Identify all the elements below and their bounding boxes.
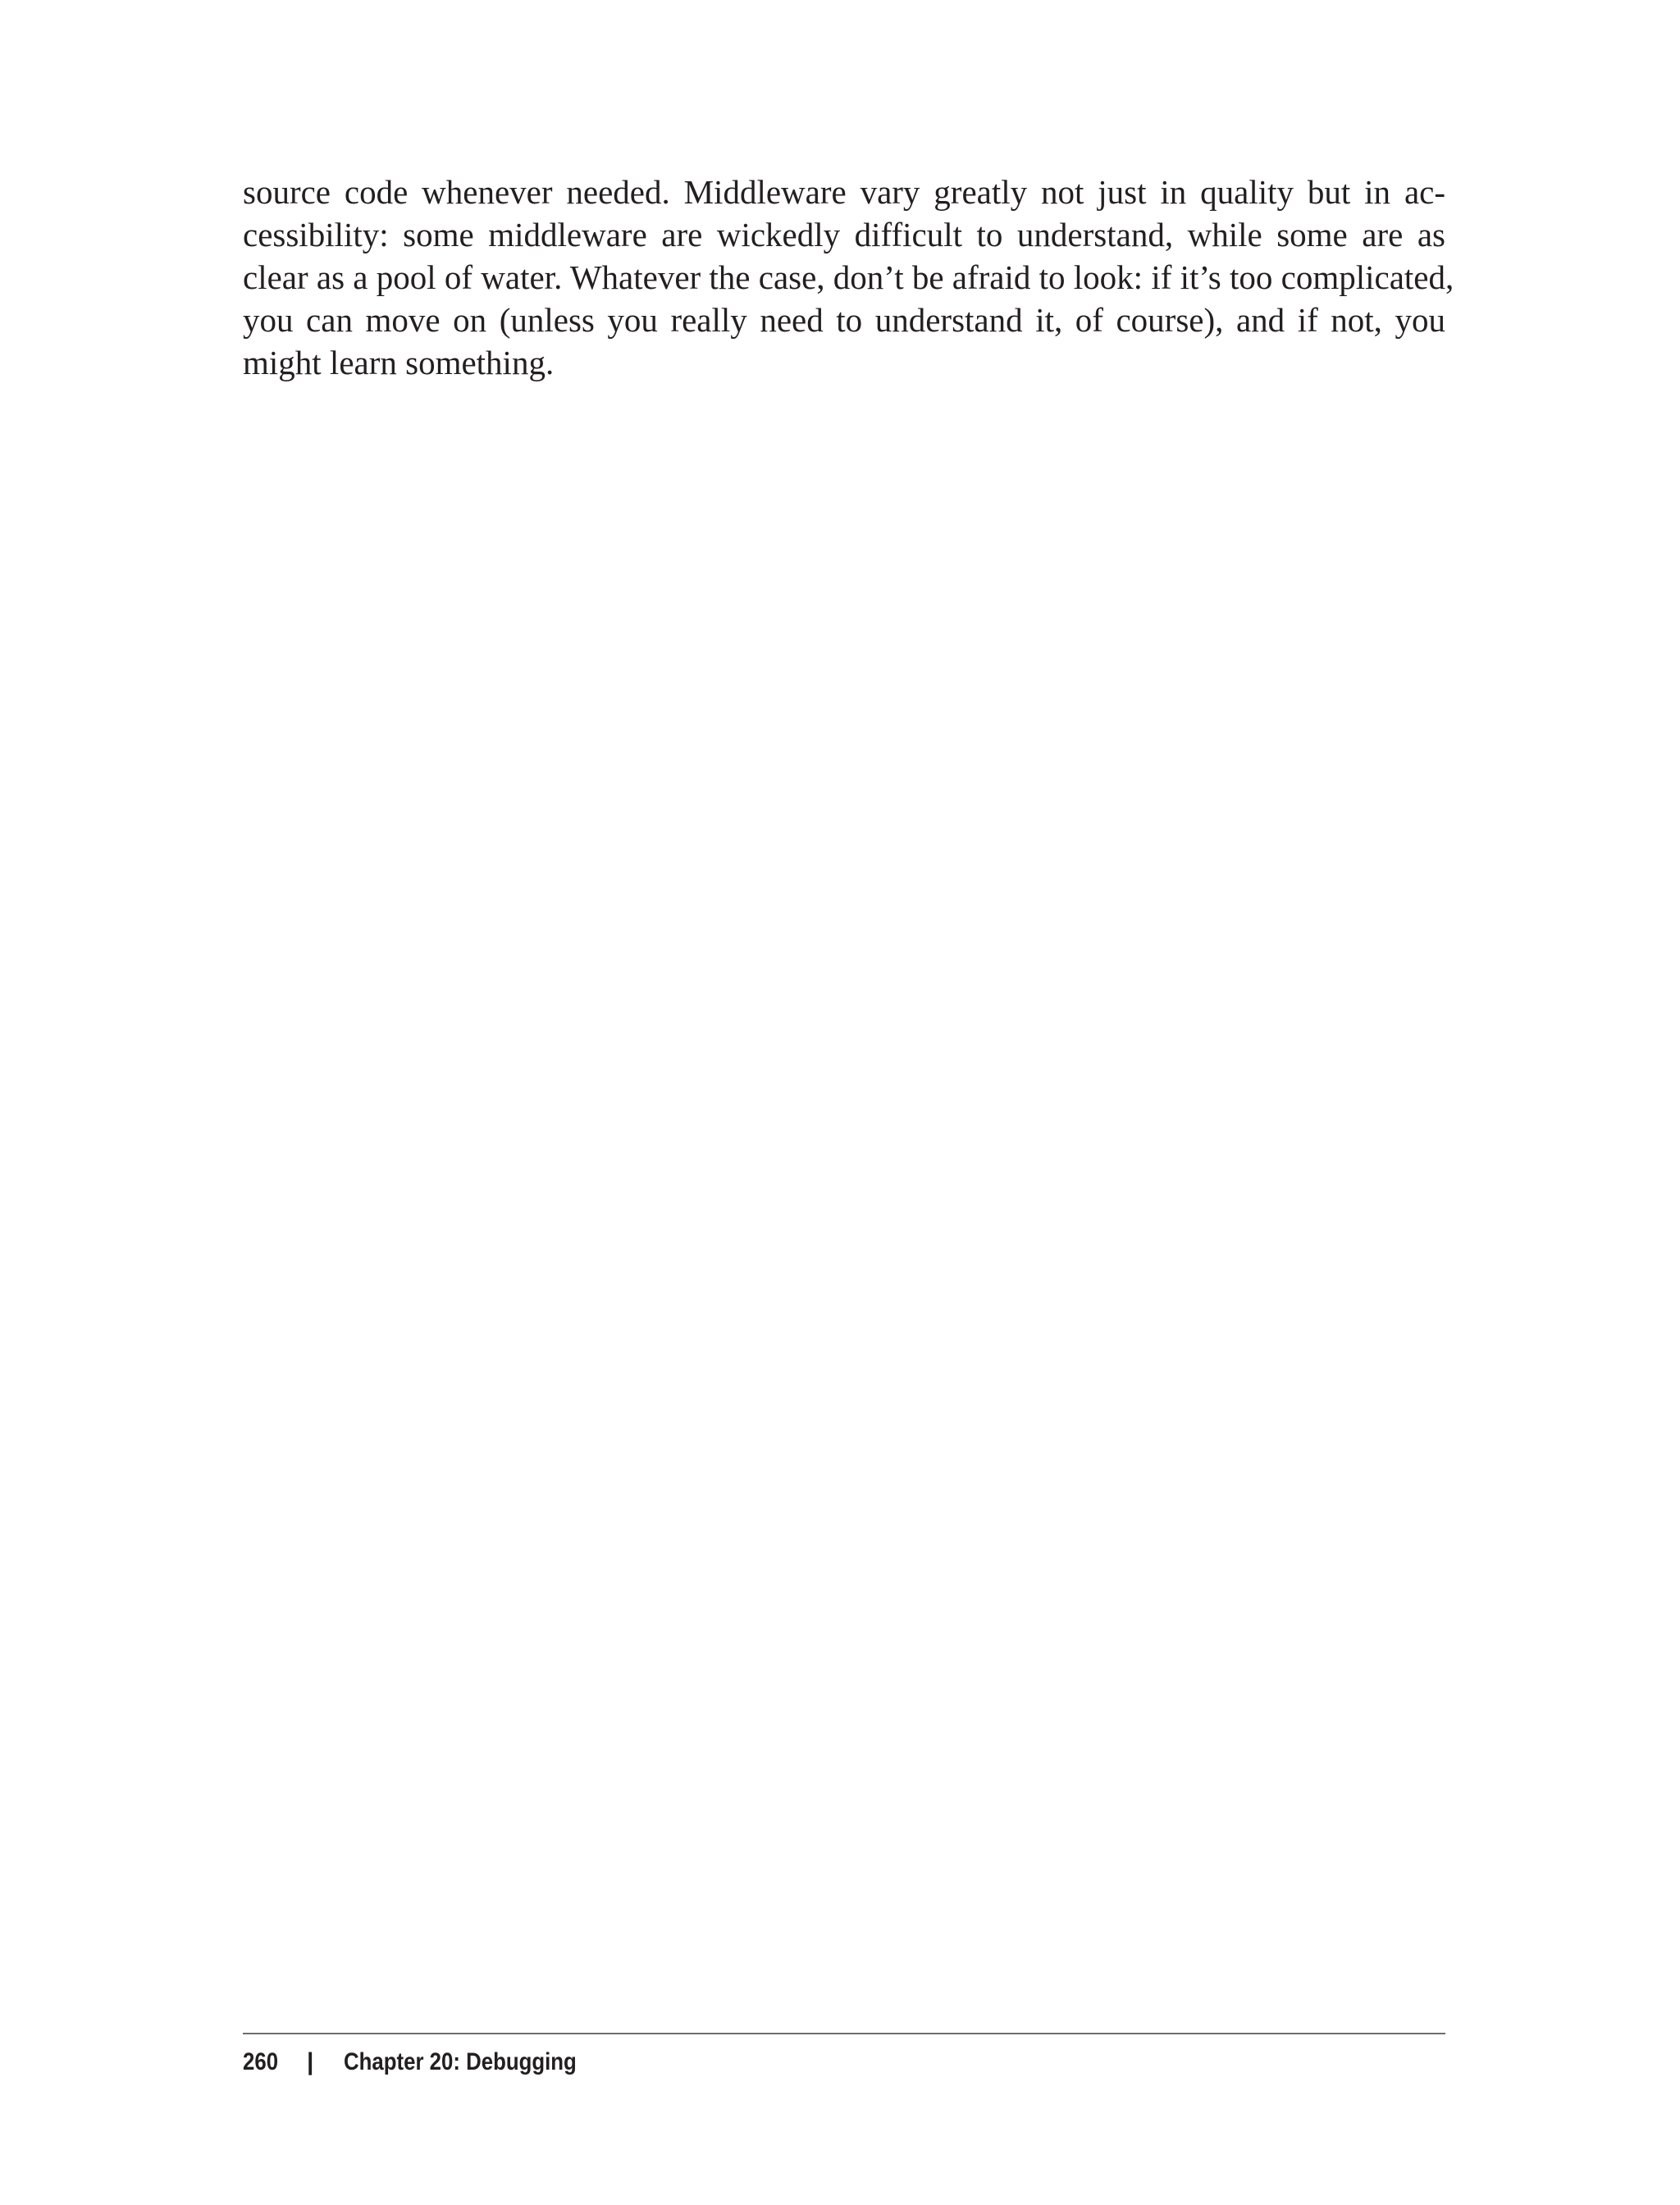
paragraph-line-2: cessibility: some middleware are wickedly difficult to understand, while some are as: [243, 216, 1445, 253]
footer-separator: |: [307, 2048, 314, 2075]
page-footer: [243, 2044, 577, 2080]
paragraph-line-3: clear as a pool of water. Whatever the case, don’t be afraid to look: if it’s too complicated,: [243, 258, 1454, 296]
running-head: Chapter 20: Debugging: [344, 2048, 577, 2075]
page-number: 260: [243, 2048, 279, 2075]
paragraph-line-4: you can move on (unless you really need to understand it, of course), and if not, you: [243, 301, 1445, 339]
paragraph-line-5: might learn something.: [243, 344, 555, 381]
paragraph-line-1: source code whenever needed. Middleware vary greatly not just in quality but in ac-: [243, 173, 1445, 211]
footer-rule: [243, 2033, 1445, 2034]
body-paragraph: [243, 171, 1454, 384]
